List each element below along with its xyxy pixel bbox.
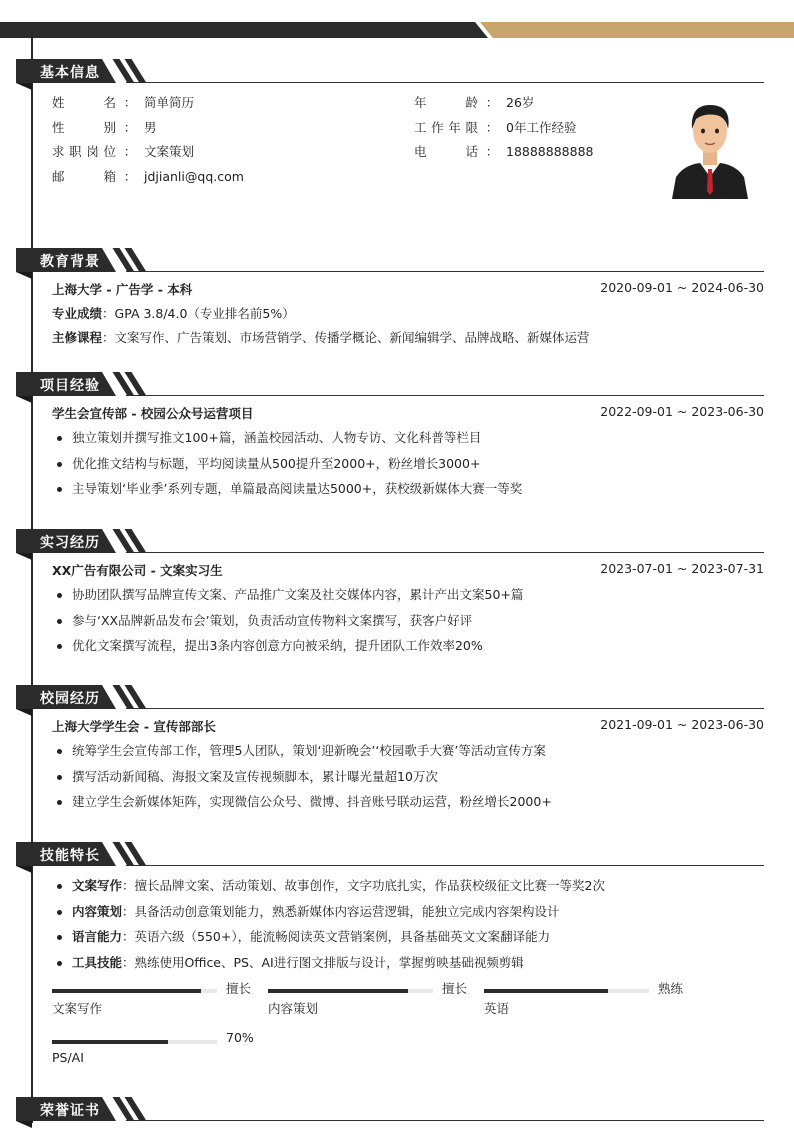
skill-bars	[52, 979, 764, 1109]
internship-date: 2023-07-01 ~ 2023-07-31	[600, 561, 764, 576]
list-item: 文案写作：擅长品牌文案、活动策划、故事创作，文字功底扎实，作品获校级征文比赛一等奖2次	[52, 876, 764, 896]
skills-bullets	[52, 876, 764, 973]
section-internship	[16, 529, 764, 662]
education-courses: 主修课程：文案写作、广告策划、市场营销学、传播学概论、新闻编辑学、品牌战略、新媒体运营	[52, 330, 590, 345]
project-entry-header	[52, 404, 764, 422]
section-title: 荣誉证书	[40, 1103, 100, 1119]
campus-bullets	[52, 741, 764, 812]
internship-entry-header	[52, 561, 764, 579]
internship-title: XX广告有限公司 - 文案实习生	[52, 563, 223, 578]
section-header	[16, 842, 764, 866]
skill-bar-item: 70% PS/AI	[52, 1029, 254, 1065]
info-gender: 性别 ： 男	[52, 120, 157, 135]
section-honors	[16, 1097, 764, 1121]
project-date: 2022-09-01 ~ 2023-06-30	[600, 404, 764, 419]
skill-bar-item: 擅长 内容策划	[268, 980, 468, 1016]
section-title: 项目经验	[40, 378, 100, 394]
education-title: 上海大学 - 广告学 - 本科	[52, 282, 193, 297]
top-bar-dark	[0, 22, 488, 38]
section-campus	[16, 685, 764, 818]
project-bullets	[52, 428, 764, 499]
education-gpa: 专业成绩：GPA 3.8/4.0（专业排名前5%）	[52, 306, 295, 321]
skill-bar-fill	[484, 989, 608, 993]
info-age: 年龄 ： 26岁	[414, 95, 535, 110]
list-item: 协助团队撰写品牌宣传文案、产品推广文案及社交媒体内容，累计产出文案50+篇	[52, 585, 764, 605]
section-education	[16, 248, 764, 346]
skill-bar-fill	[268, 989, 408, 993]
info-years: 工作年限 ： 0年工作经验	[414, 120, 577, 135]
list-item: 内容策划：具备活动创意策划能力，熟悉新媒体内容运营逻辑，能独立完成内容架构设计	[52, 902, 764, 922]
campus-title: 上海大学学生会 - 宣传部部长	[52, 719, 216, 734]
info-job: 求职岗位 ： 文案策划	[52, 144, 195, 159]
section-header	[16, 529, 764, 553]
section-header	[16, 1097, 764, 1121]
list-item: 主导策划‘毕业季’系列专题，单篇最高阅读量达5000+，获校级新媒体大赛一等奖	[52, 479, 764, 499]
info-phone: 电话 ： 18888888888	[414, 144, 594, 159]
section-header	[16, 372, 764, 396]
basic-info-grid	[52, 83, 764, 183]
list-item: 独立策划并撰写推文100+篇，涵盖校园活动、人物专访、文化科普等栏目	[52, 428, 764, 448]
skill-bar-fill	[52, 989, 201, 993]
section-basic-info	[16, 59, 764, 183]
education-entry-header	[52, 280, 764, 298]
list-item: 优化文案撰写流程，提出3条内容创意方向被采纳，提升团队工作效率20%	[52, 636, 764, 656]
avatar	[666, 91, 754, 199]
campus-date: 2021-09-01 ~ 2023-06-30	[600, 717, 764, 732]
list-item: 语言能力：英语六级（550+），能流畅阅读英文营销案例，具备基础英文文案翻译能力	[52, 927, 764, 947]
section-title: 校园经历	[40, 691, 100, 707]
top-bar-gold	[480, 22, 794, 38]
internship-bullets	[52, 585, 764, 656]
info-email: 邮箱 ： jdjianli@qq.com	[52, 169, 244, 184]
section-header	[16, 248, 764, 272]
list-item: 优化推文结构与标题，平均阅读量从500提升至2000+，粉丝增长3000+	[52, 454, 764, 474]
list-item: 撰写活动新闻稿、海报文案及宣传视频脚本，累计曝光量超10万次	[52, 767, 764, 787]
section-title: 实习经历	[40, 535, 100, 551]
list-item: 建立学生会新媒体矩阵，实现微信公众号、微博、抖音账号联动运营，粉丝增长2000+	[52, 792, 764, 812]
skill-bar-item: 擅长 文案写作	[52, 980, 252, 1016]
section-skills	[16, 842, 764, 1109]
section-title: 基本信息	[40, 65, 100, 81]
skill-bar-item: 熟练 英语	[484, 980, 684, 1016]
section-title: 技能特长	[40, 848, 100, 864]
list-item: 工具技能：熟练使用Office、PS、AI进行图文排版与设计，掌握剪映基础视频剪辑	[52, 953, 764, 973]
info-name: 姓名 ： 简单简历	[52, 95, 195, 110]
section-header	[16, 685, 764, 709]
section-project	[16, 372, 764, 505]
section-title: 教育背景	[40, 254, 100, 270]
skill-bar-fill	[52, 1040, 168, 1044]
campus-entry-header	[52, 717, 764, 735]
project-title: 学生会宣传部 - 校园公众号运营项目	[52, 406, 254, 421]
education-date: 2020-09-01 ~ 2024-06-30	[600, 280, 764, 295]
section-header	[16, 59, 764, 83]
list-item: 统筹学生会宣传部工作，管理5人团队，策划‘迎新晚会’‘校园歌手大赛’等活动宣传方案	[52, 741, 764, 761]
list-item: 参与‘XX品牌新品发布会’策划，负责活动宣传物料文案撰写，获客户好评	[52, 611, 764, 631]
